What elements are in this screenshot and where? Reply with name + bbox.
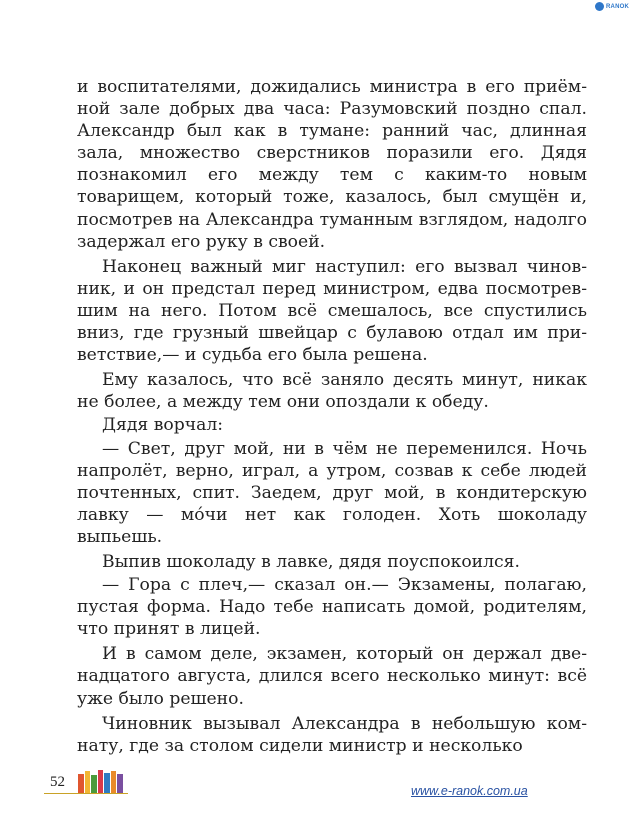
paragraph-4: Дядя ворчал: [102, 415, 224, 436]
paragraph-3: Ему казалось, что всё заняло десять минут, никак не более, а между тем они опоздали к обеду. [77, 370, 587, 413]
publisher-logo [595, 2, 629, 11]
paragraph-9: Чиновник вызывал Александра в небольшую комнату, где за столом сидели министр и несколько [77, 713, 587, 756]
publisher-website-link[interactable]: www.e-ranok.com.ua [411, 784, 528, 798]
body-text [77, 76, 587, 757]
ranok-logo-icon [595, 2, 604, 11]
paragraph-1: и воспитателями, дожидались министра в его приёмной зале добрых два часа: Разумовский поздно спал. Александр был как в тумане: ранний час, длинная зала, множество сверстников поразили его. Дядя познакомил его между тем с каким-то новым товарищем, который тоже, казалось, был смущён и, посмотрев на Александра туманным взглядом, надолго задержал его руку в своей. [77, 77, 587, 252]
paragraph-6: Выпив шоколаду в лавке, дядя поуспокоился. [102, 551, 520, 572]
logo-text: RANOK [606, 3, 629, 10]
paragraph-7: — Гора с плеч,— сказал он.— Экзамены, полагаю, пустая форма. Надо тебе написать домой, родителям, что принят в лицей. [77, 575, 587, 640]
books-icon [76, 768, 130, 794]
paragraph-2: Наконец важный миг наступил: его вызвал чиновник, и он предстал перед министром, едва посмотревшим на него. Потом всё смешалось, все спустились вниз, где грузный швейцар с булавою отдал им приветствие,— и судьба его была решена. [77, 256, 587, 366]
paragraph-8: И в самом деле, экзамен, который он держал двенадцатого августа, длился всего несколько минут: всё уже было решено. [77, 644, 587, 709]
page-number: 52 [50, 774, 65, 790]
paragraph-5: — Свет, друг мой, ни в чём не переменился. Ночь напролёт, верно, играл, а утром, созвав к себе людей почтенных, спит. Заедем, друг мой, в кондитерскую лавку — мо́чи нет как голоден. Хоть шоколаду выпьешь. [77, 438, 587, 547]
